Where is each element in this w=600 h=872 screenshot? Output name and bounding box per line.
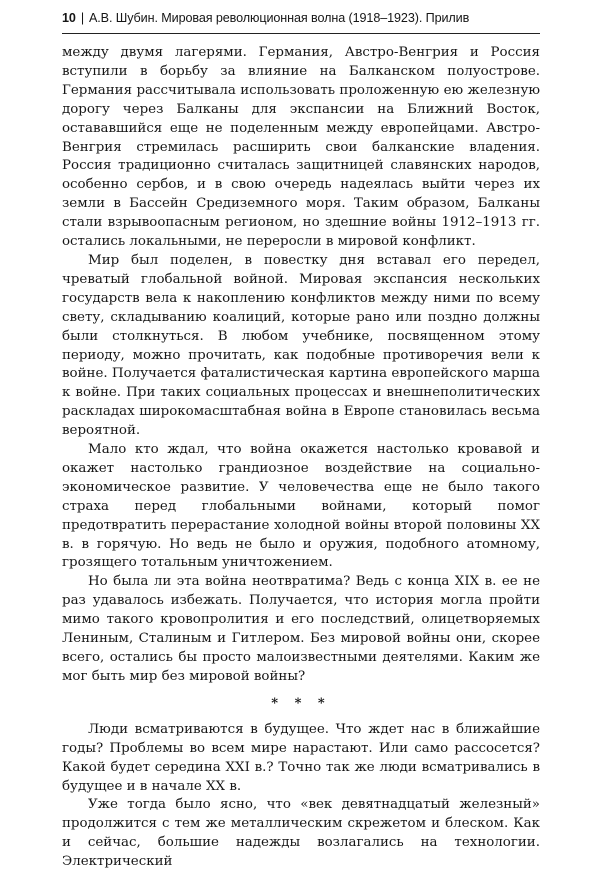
paragraph-2: Мир был поделен, в повестку дня вставал его передел, чреватый глобальной войной. Мировая экспансия нескольких государств вела к накоплению конфликтов между ними по всему свету, складыванию коалиций, которые рано или поздно должны были столкнуться. В любом учебнике, посвященном этому периоду, можно прочитать, как подобные противоречия вели к войне. Получается фаталистическая картина европейского марша к войне. При таких социальных процессах и внешнеполитических раскладах широкомасштабная война в Европе становилась весьма вероятной. <box>62 252 540 439</box>
paragraph-4: Но была ли эта война неотвратима? Ведь с конца XIX в. ее не раз удавалось избежать. Получается, что история могла пройти мимо такого кровопролития и его последствий, олицетворяемых Лениным, Сталиным и Гитлером. Без мировой войны они, скорее всего, остались бы просто малоизвестными деятелями. Каким же мог быть мир без мировой войны? <box>62 574 540 684</box>
paragraph-3: Мало кто ждал, что война окажется настолько кровавой и окажет настолько грандиозное воздействие на социально-экономическое развитие. У человечества еще не было такого страха перед глобальными войнами, который помог предотвратить перерастание холодной войны второй половины XX в. в горячую. Но ведь не было и оружия, подобного атомному, грозящего тотальным уничтожением. <box>62 442 540 571</box>
main-text <box>62 44 540 872</box>
running-header <box>62 10 542 26</box>
page-number: 10 <box>62 11 76 25</box>
paragraph-1: между двумя лагерями. Германия, Австро-Венгрия и Россия вступили в борьбу за влияние на Балканском полуострове. Германия рассчитывала использовать проложенную ею железную дорогу через Балканы для экспансии на Ближний Восток, остававшийся еще не поделенным между европейцами. Австро-Венгрия стремилась расширить свои балканские владения. Россия традиционно считалась защитницей славянских народов, особенно сербов, и в свою очередь надеялась выйти через их земли в Бассейн Средиземного моря. Таким образом, Балканы стали взрывоопасным регионом, но здешние войны 1912–1913 гг. остались локальными, не переросли в мировой конфликт. <box>62 45 540 250</box>
paragraph-5: Люди всматриваются в будущее. Что ждет нас в ближайшие годы? Проблемы во всем мире нарастают. Или само рассосется? Какой будет середина XXI в.? Точно так же люди всматривались в будущее и в начале XX в. <box>62 721 540 794</box>
paragraph-6: Уже тогда было ясно, что «век девятнадцатый железный» продолжится с тем же металлическим скрежетом и блеском. Как и сейчас, большие надежды возлагались на технологии. Электрический <box>62 797 540 870</box>
header-separator: | <box>80 11 84 25</box>
running-title: А.В. Шубин. Мировая революционная волна (1918–1923). Прилив <box>88 11 470 25</box>
header-rule <box>62 33 540 34</box>
section-break: * * * <box>271 695 331 711</box>
